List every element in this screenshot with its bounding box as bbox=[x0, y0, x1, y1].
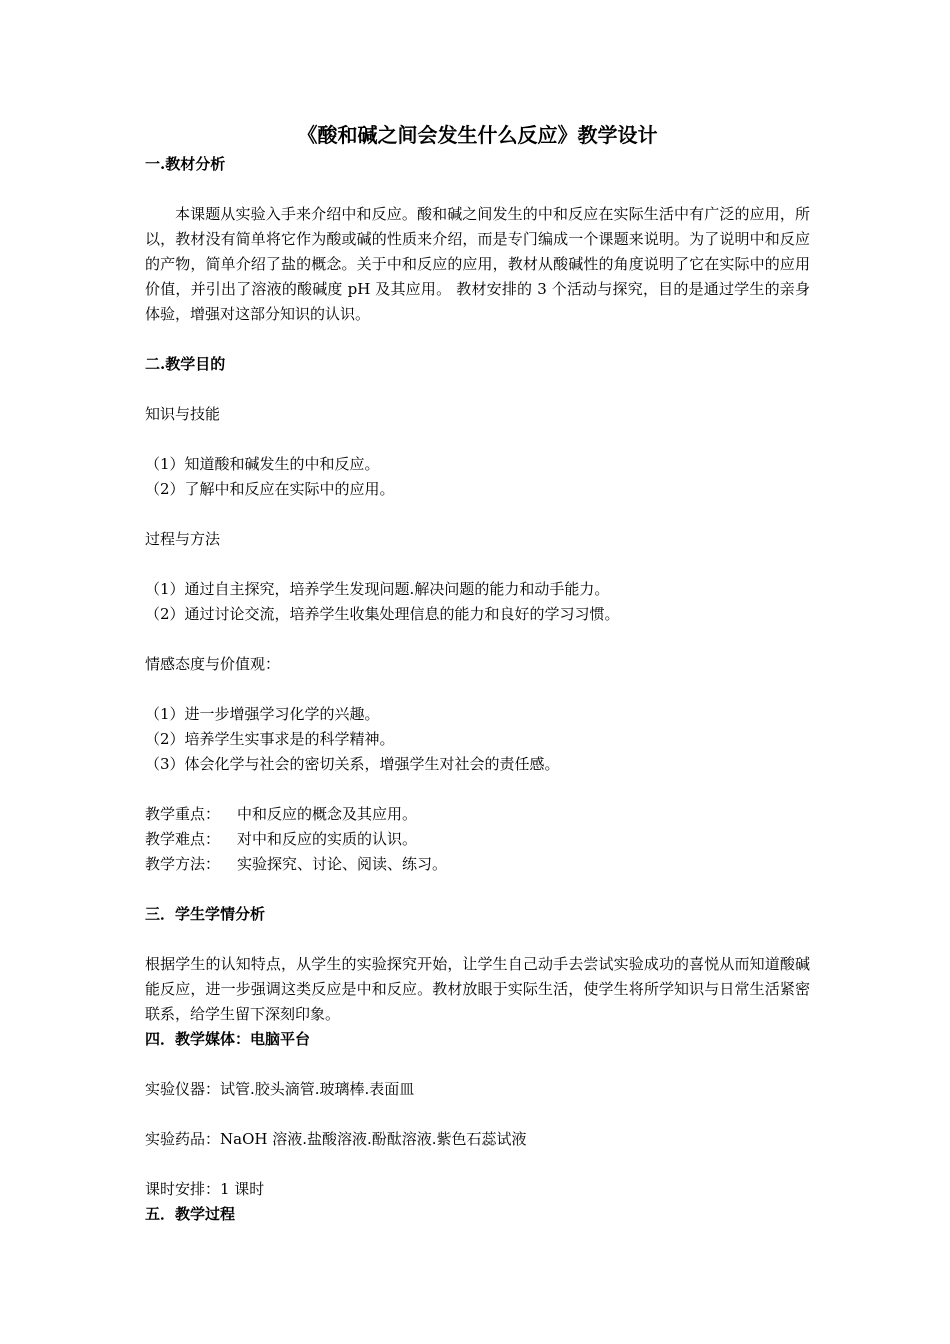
teaching-key-point bbox=[145, 802, 810, 827]
spacer bbox=[145, 1102, 810, 1127]
schedule-line: 课时安排：1 课时 bbox=[145, 1180, 265, 1198]
knowledge-title: 知识与技能 bbox=[145, 405, 221, 423]
teaching-method-value: 实验探究、讨论、阅读、练习。 bbox=[237, 855, 448, 873]
spacer bbox=[145, 627, 810, 652]
teaching-difficulty-value: 对中和反应的实质的认识。 bbox=[237, 830, 418, 848]
knowledge-item-1: （1）知道酸和碱发生的中和反应。 bbox=[145, 455, 380, 473]
document-page bbox=[145, 118, 810, 1227]
spacer bbox=[145, 877, 810, 902]
emotion-item-1: （1）进一步增强学习化学的兴趣。 bbox=[145, 705, 380, 723]
spacer bbox=[145, 377, 810, 402]
spacer bbox=[145, 927, 810, 952]
reagents-line: 实验药品：NaOH 溶液.盐酸溶液.酚酞溶液.紫色石蕊试液 bbox=[145, 1130, 527, 1148]
process-item-2: （2）通过讨论交流，培养学生收集处理信息的能力和良好的学习习惯。 bbox=[145, 605, 620, 623]
spacer bbox=[145, 1152, 810, 1177]
section-3-paragraph: 根据学生的认知特点，从学生的实验探究开始，让学生自己动手去尝试实验成功的喜悦从而知道酸碱能反应，进一步强调这类反应是中和反应。教材放眼于实际生活，使学生将所学知识与日常生活紧密联系，给学生留下深刻印象。 bbox=[145, 955, 810, 1023]
spacer bbox=[145, 177, 810, 202]
teaching-difficulty bbox=[145, 827, 810, 852]
spacer bbox=[145, 427, 810, 452]
spacer bbox=[145, 502, 810, 527]
section-1-paragraph: 本课题从实验入手来介绍中和反应。酸和碱之间发生的中和反应在实际生活中有广泛的应用，所以，教材没有简单将它作为酸或碱的性质来介绍，而是专门编成一个课题来说明。为了说明中和反应的产物，简单介绍了盐的概念。关于中和反应的应用，教材从酸碱性的角度说明了它在实际中的应用价值，并引出了溶液的酸碱度 pH 及其应用。 教材安排的 3 个活动与探究，目的是通过学生的亲身体验，增强对这部分知识的认识。 bbox=[145, 205, 810, 323]
spacer bbox=[145, 1052, 810, 1077]
spacer bbox=[145, 552, 810, 577]
section-5-heading: 五．教学过程 bbox=[145, 1205, 236, 1223]
teaching-key-label: 教学重点： bbox=[145, 805, 221, 823]
teaching-key-value: 中和反应的概念及其应用。 bbox=[237, 805, 418, 823]
knowledge-item-2: （2）了解中和反应在实际中的应用。 bbox=[145, 480, 395, 498]
spacer bbox=[145, 677, 810, 702]
section-4-heading: 四．教学媒体：电脑平台 bbox=[145, 1030, 311, 1048]
process-item-1: （1）通过自主探究，培养学生发现问题.解决问题的能力和动手能力。 bbox=[145, 580, 610, 598]
teaching-difficulty-label: 教学难点： bbox=[145, 830, 221, 848]
emotion-item-3: （3）体会化学与社会的密切关系，增强学生对社会的责任感。 bbox=[145, 755, 560, 773]
document-title: 《酸和碱之间会发生什么反应》教学设计 bbox=[297, 123, 658, 147]
emotion-title: 情感态度与价值观： bbox=[145, 655, 281, 673]
spacer bbox=[145, 327, 810, 352]
teaching-method bbox=[145, 852, 810, 877]
emotion-item-2: （2）培养学生实事求是的科学精神。 bbox=[145, 730, 395, 748]
section-3-heading: 三．学生学情分析 bbox=[145, 905, 266, 923]
teaching-method-label: 教学方法： bbox=[145, 855, 221, 873]
section-1-heading: 一.教材分析 bbox=[145, 155, 226, 173]
process-title: 过程与方法 bbox=[145, 530, 221, 548]
section-2-heading: 二.教学目的 bbox=[145, 355, 226, 373]
apparatus-line: 实验仪器：试管.胶头滴管.玻璃棒.表面皿 bbox=[145, 1080, 415, 1098]
spacer bbox=[145, 777, 810, 802]
